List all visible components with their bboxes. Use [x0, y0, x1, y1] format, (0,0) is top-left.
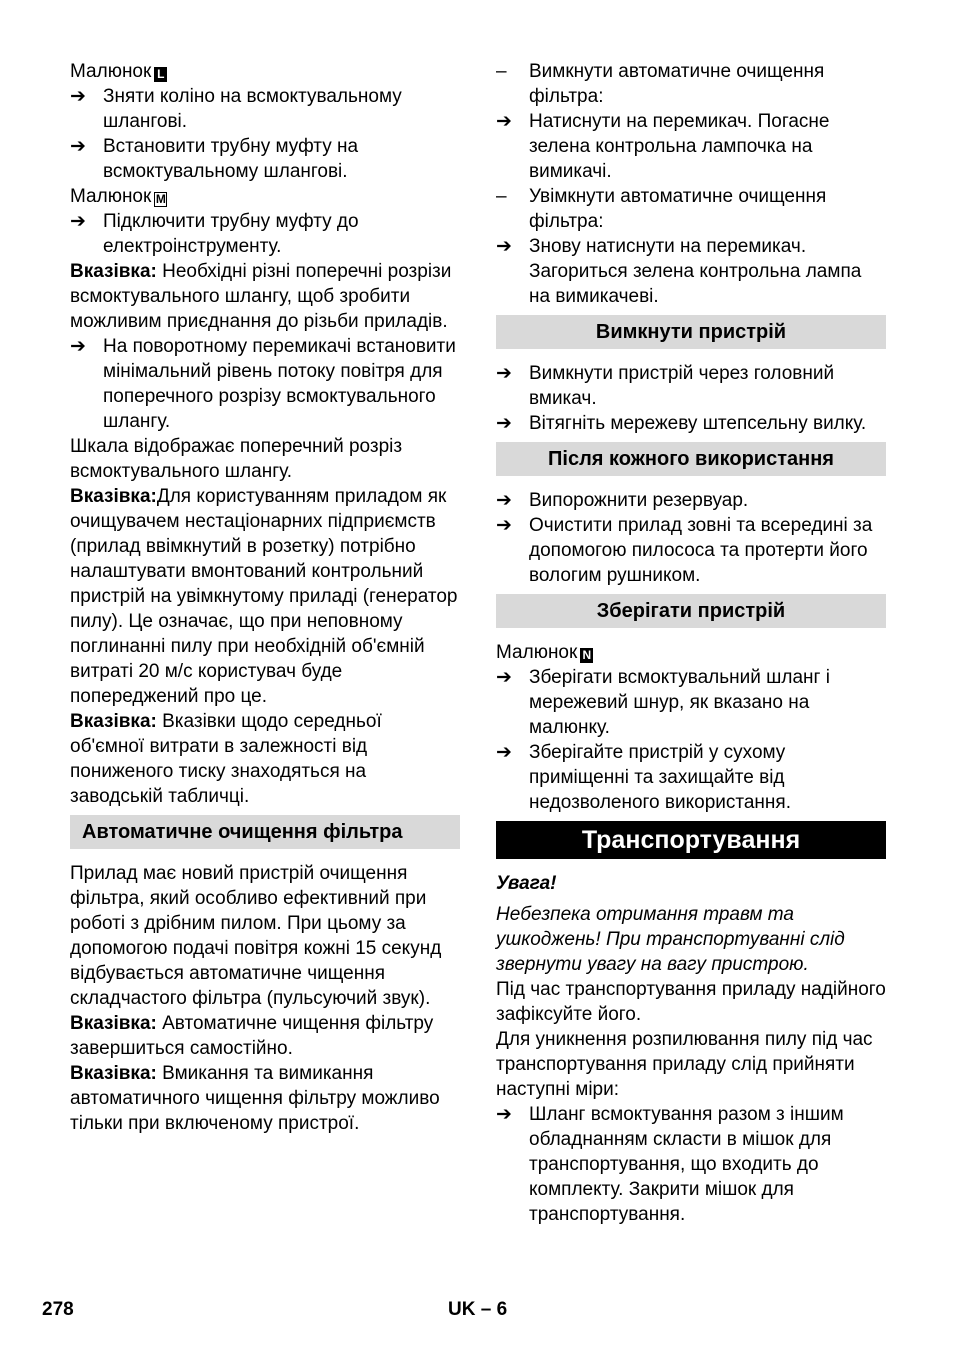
paragraph: Прилад має новий пристрій очищення фільтра, який особливо ефективний при роботі з дрібним пилом. При цьому за допомогою подачі повітря кожні 15 секунд відбувається автоматичне чищення складчастого фільтра (пульсуючий звук).: [70, 863, 442, 1009]
paragraph: Для уникнення розпилювання пилу під час транспортування приладу слід прийняти наступні міри:: [496, 1029, 873, 1100]
figure-key-n: N: [580, 648, 593, 663]
right-column: [496, 59, 886, 1227]
section-heading-after-use: Після кожного використання: [496, 442, 886, 476]
arrow-icon: ➔: [70, 336, 86, 357]
section-heading-storage: Зберігати пристрій: [496, 594, 886, 628]
arrow-icon: ➔: [496, 742, 512, 763]
left-column: [70, 59, 460, 1136]
arrow-icon: ➔: [70, 211, 86, 232]
step-item: ➔ Зберігайте пристрій у сухому приміщенні та захищайте від недозволеного використання.: [496, 742, 791, 813]
arrow-icon: ➔: [496, 1104, 512, 1125]
dash-item: – Увімкнути автоматичне очищення фільтра:: [496, 186, 827, 232]
step-item: ➔ Натиснути на перемикач. Погасне зелена контрольна лампочка на вимикачі.: [496, 111, 830, 182]
figure-key-m: M: [155, 192, 166, 206]
paragraph: Під час транспортування приладу надійного зафіксуйте його.: [496, 979, 886, 1025]
step-item: ➔ Очистити прилад зовні та всередині за допомогою пилососа та протерти його вологим рушником.: [496, 515, 873, 586]
page-number: 278: [42, 1299, 74, 1320]
step-item: ➔ Знову натиснути на перемикач. Загориться зелена контрольна лампа на вимикачеві.: [496, 236, 862, 307]
step-item: ➔ Вимкнути пристрій через головний вмикач.: [496, 363, 835, 409]
figure-ref-m: Малюнок M: [70, 186, 166, 207]
figure-key-l: L: [154, 67, 167, 82]
arrow-icon: ➔: [70, 86, 86, 107]
arrow-icon: ➔: [496, 413, 512, 434]
note: Вказівка: Необхідні різні поперечні розрізи всмоктувального шлангу, щоб зробити можливим приєднання до різьби приладів.: [70, 261, 452, 332]
section-code: UK – 6: [448, 1299, 508, 1320]
step-item: ➔ Встановити трубну муфту на всмоктувальному шлангові.: [70, 136, 359, 182]
arrow-icon: ➔: [496, 111, 512, 132]
section-heading-switch-off: Вимкнути пристрій: [496, 315, 886, 349]
dash-marker: –: [496, 186, 507, 207]
note: Вказівка: Вмикання та вимикання автоматичного чищення фільтру можливо тільки при включеному пристрої.: [70, 1063, 440, 1134]
arrow-icon: ➔: [496, 490, 512, 511]
arrow-icon: ➔: [496, 363, 512, 384]
step-item: ➔ Підключити трубну муфту до електроінструменту.: [70, 211, 359, 257]
arrow-icon: ➔: [496, 236, 512, 257]
arrow-icon: ➔: [496, 667, 512, 688]
dash-marker: –: [496, 61, 507, 82]
arrow-icon: ➔: [496, 515, 512, 536]
scale-text: Шкала відображає поперечний розріз всмоктувального шлангу.: [70, 436, 403, 482]
note: Вказівка:Для користуванням приладом як очищувачем нестаціонарних підприємств (прилад ввімкнутий в розетку) потрібно налаштувати вмонтований контрольний пристрій на увімкнутому приладі (генератор пилу). Це означає, що при неповному поглинанні пилу при необхідній об'ємній витраті 20 м/с користувач буде попереджений про це.: [70, 486, 458, 707]
step-item: ➔ Вітягніть мережеву штепсельну вилку.: [496, 413, 867, 434]
arrow-icon: ➔: [70, 136, 86, 157]
step-item: ➔ Випорожнити резервуар.: [496, 490, 749, 511]
step-item: ➔ Зберігати всмоктувальний шланг і мережевий шнур, як вказано на малюнку.: [496, 667, 830, 738]
warning-title: Увага!: [496, 873, 557, 894]
dash-item: – Вимкнути автоматичне очищення фільтра:: [496, 61, 825, 107]
note: Вказівка: Автоматичне чищення фільтру завершиться самостійно.: [70, 1013, 434, 1059]
figure-ref-n: Малюнок N: [496, 640, 886, 665]
section-heading-auto-filter: Автоматичне очищення фільтра: [70, 815, 460, 849]
step-item: ➔ Шланг всмоктування разом з іншим обладнанням скласти в мішок для транспортування, що входить до комплекту. Закрити мішок для транспортування.: [496, 1104, 844, 1225]
figure-ref-l: Малюнок L: [70, 59, 460, 84]
step-item: ➔ На поворотному перемикачі встановити мінімальний рівень потоку повітря для поперечного розрізу всмоктувального шлангу.: [70, 336, 456, 432]
step-item: ➔ Зняти коліно на всмоктувальному шлангові.: [70, 86, 402, 132]
note: Вказівка: Вказівки щодо середньої об'ємної витрати в залежності від пониженого тиску знаходяться на заводській табличці.: [70, 711, 382, 807]
warning-text: Небезпека отримання травм та ушкоджень! При транспортуванні слід звернути увагу на вагу пристрою.: [496, 904, 845, 975]
chapter-heading-transport: Транспортування: [496, 821, 886, 859]
